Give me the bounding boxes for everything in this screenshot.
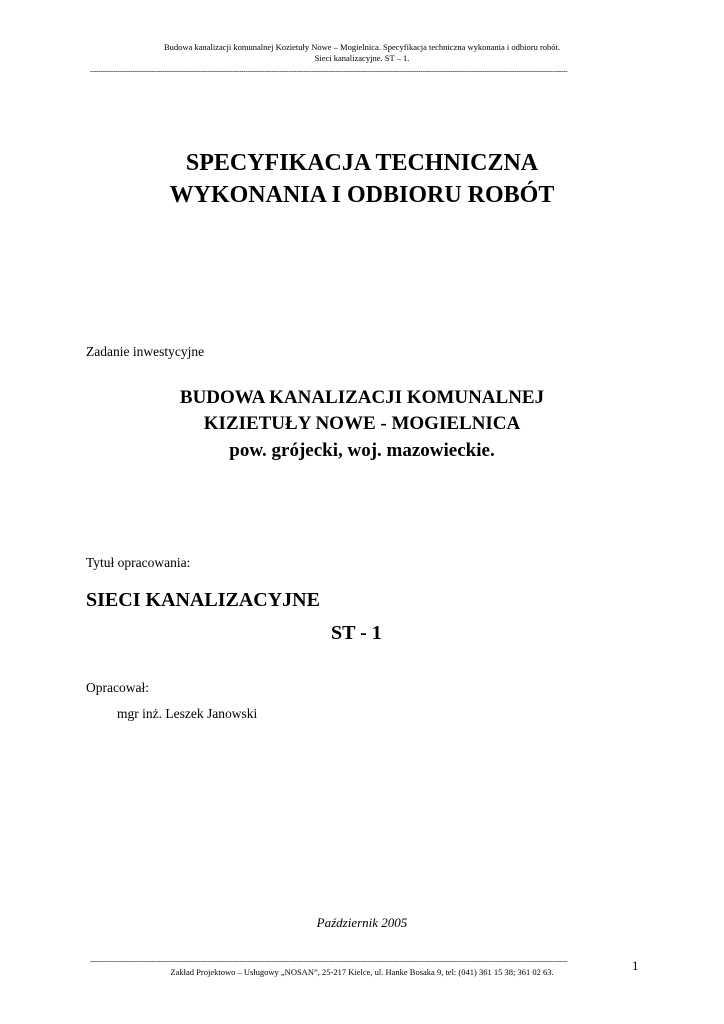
investment-name-line-1: BUDOWA KANALIZACJI KOMUNALNEJ: [179, 387, 545, 408]
investment-name-line-2: KIZIETUŁY NOWE - MOGIELNICA: [203, 413, 521, 434]
document-date: Październik 2005: [316, 915, 408, 930]
work-title: SIECI KANALIZACYJNE: [86, 589, 320, 611]
document-title-line-1: SPECYFIKACJA TECHNICZNA: [185, 150, 539, 176]
work-title-label: Tytuł opracowania:: [86, 555, 191, 570]
header-separator: --------------------------------------------------------------------------------------------------------------------------------------------------------------------------------------------------------------------------------: [90, 67, 568, 75]
investment-location: pow. grójecki, woj. mazowieckie.: [229, 440, 495, 461]
prepared-by-label: Opracował:: [86, 680, 149, 695]
work-code: ST - 1: [331, 622, 382, 644]
page-number: 1: [632, 958, 639, 973]
footer-company-info: Zakład Projektowo – Usługowy „NOSAN”, 25-217 Kielce, ul. Hanke Bosaka 9, tel: (041) 361 15 38; 361 02 63.: [170, 967, 554, 977]
document-title-line-2: WYKONANIA I ODBIORU ROBÓT: [169, 182, 555, 208]
investment-label: Zadanie inwestycyjne: [86, 344, 205, 359]
author-name: mgr inż. Leszek Janowski: [117, 706, 258, 721]
running-header-line-1: Budowa kanalizacji komunalnej Kozietuły Nowe – Mogielnica. Specyfikacja techniczna wykonania i odbioru robót.: [163, 42, 561, 52]
running-header-line-2: Sieci kanalizacyjne. ST – 1.: [314, 53, 410, 63]
footer-separator: --------------------------------------------------------------------------------------------------------------------------------------------------------------------------------------------------------------------------------: [90, 957, 568, 965]
